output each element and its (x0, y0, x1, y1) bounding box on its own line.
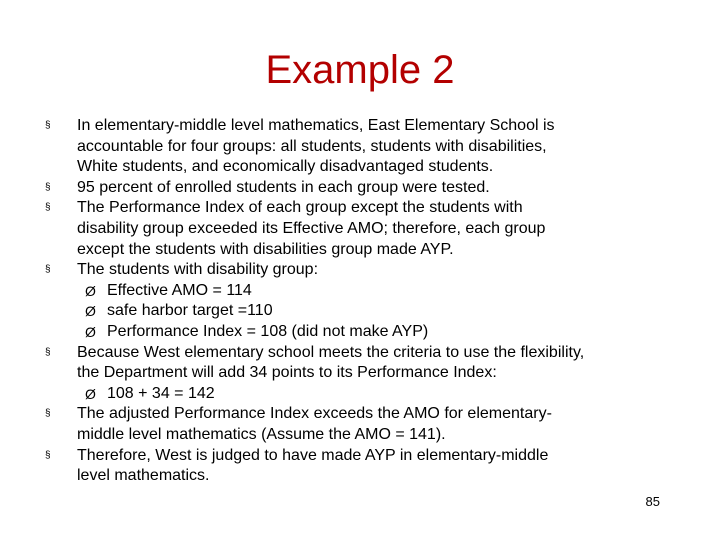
bullet-line: The adjusted Performance Index exceeds the AMO for elementary- (77, 405, 552, 423)
bullet-item (0, 343, 657, 384)
bullet-item (0, 198, 657, 260)
arrow-bullet-icon: Ø (85, 323, 96, 340)
sub-bullet-text: 108 + 34 = 142 (107, 384, 215, 402)
bullet-line: except the students with disabilities group made AYP. (77, 240, 454, 258)
sub-bullet-text: Effective AMO = 114 (107, 281, 252, 299)
bullet-line: accountable for four groups: all students, students with disabilities, (77, 137, 547, 155)
sub-bullet-text: safe harbor target =110 (107, 302, 273, 320)
bullet-line: Because West elementary school meets the criteria to use the flexibility, (77, 343, 585, 361)
arrow-bullet-icon: Ø (85, 303, 96, 320)
page-number: 85 (645, 494, 660, 509)
bullet-list (0, 116, 720, 487)
bullet-marker-icon: § (45, 120, 51, 131)
bullet-line: The Performance Index of each group except the students with (77, 199, 523, 217)
bullet-item (0, 178, 657, 199)
bullet-line: In elementary-middle level mathematics, East Elementary School is (77, 117, 555, 134)
slide-title: Example 2 (265, 48, 455, 92)
bullet-line: 95 percent of enrolled students in each group were tested. (77, 178, 490, 196)
sub-bullet-item (0, 322, 720, 343)
bullet-line: level mathematics. (77, 467, 210, 485)
arrow-bullet-icon: Ø (85, 282, 96, 299)
sub-bullet-item (0, 384, 720, 405)
bullet-marker-icon: § (45, 264, 51, 276)
bullet-item (0, 260, 657, 281)
bullet-line: disability group exceeded its Effective AMO; therefore, each group (77, 219, 546, 237)
bullet-marker-icon: § (45, 449, 51, 461)
bullet-item (0, 116, 657, 178)
sub-bullet-item (0, 301, 720, 322)
bullet-line: The students with disability group: (77, 261, 319, 279)
bullet-marker-icon: § (45, 181, 51, 193)
sub-bullet-item (0, 281, 720, 302)
bullet-item (0, 404, 657, 445)
bullet-line: the Department will add 34 points to its Performance Index: (77, 364, 497, 382)
arrow-bullet-icon: Ø (85, 385, 96, 402)
sub-bullet-text: Performance Index = 108 (did not make AYP) (107, 322, 429, 340)
bullet-marker-icon: § (45, 202, 51, 214)
bullet-item (0, 446, 657, 487)
bullet-line: White students, and economically disadvantaged students. (77, 158, 494, 176)
bullet-marker-icon: § (45, 408, 51, 420)
bullet-marker-icon: § (45, 346, 51, 358)
bullet-line: Therefore, West is judged to have made AYP in elementary-middle (77, 446, 549, 464)
bullet-line: middle level mathematics (Assume the AMO = 141). (77, 425, 446, 443)
